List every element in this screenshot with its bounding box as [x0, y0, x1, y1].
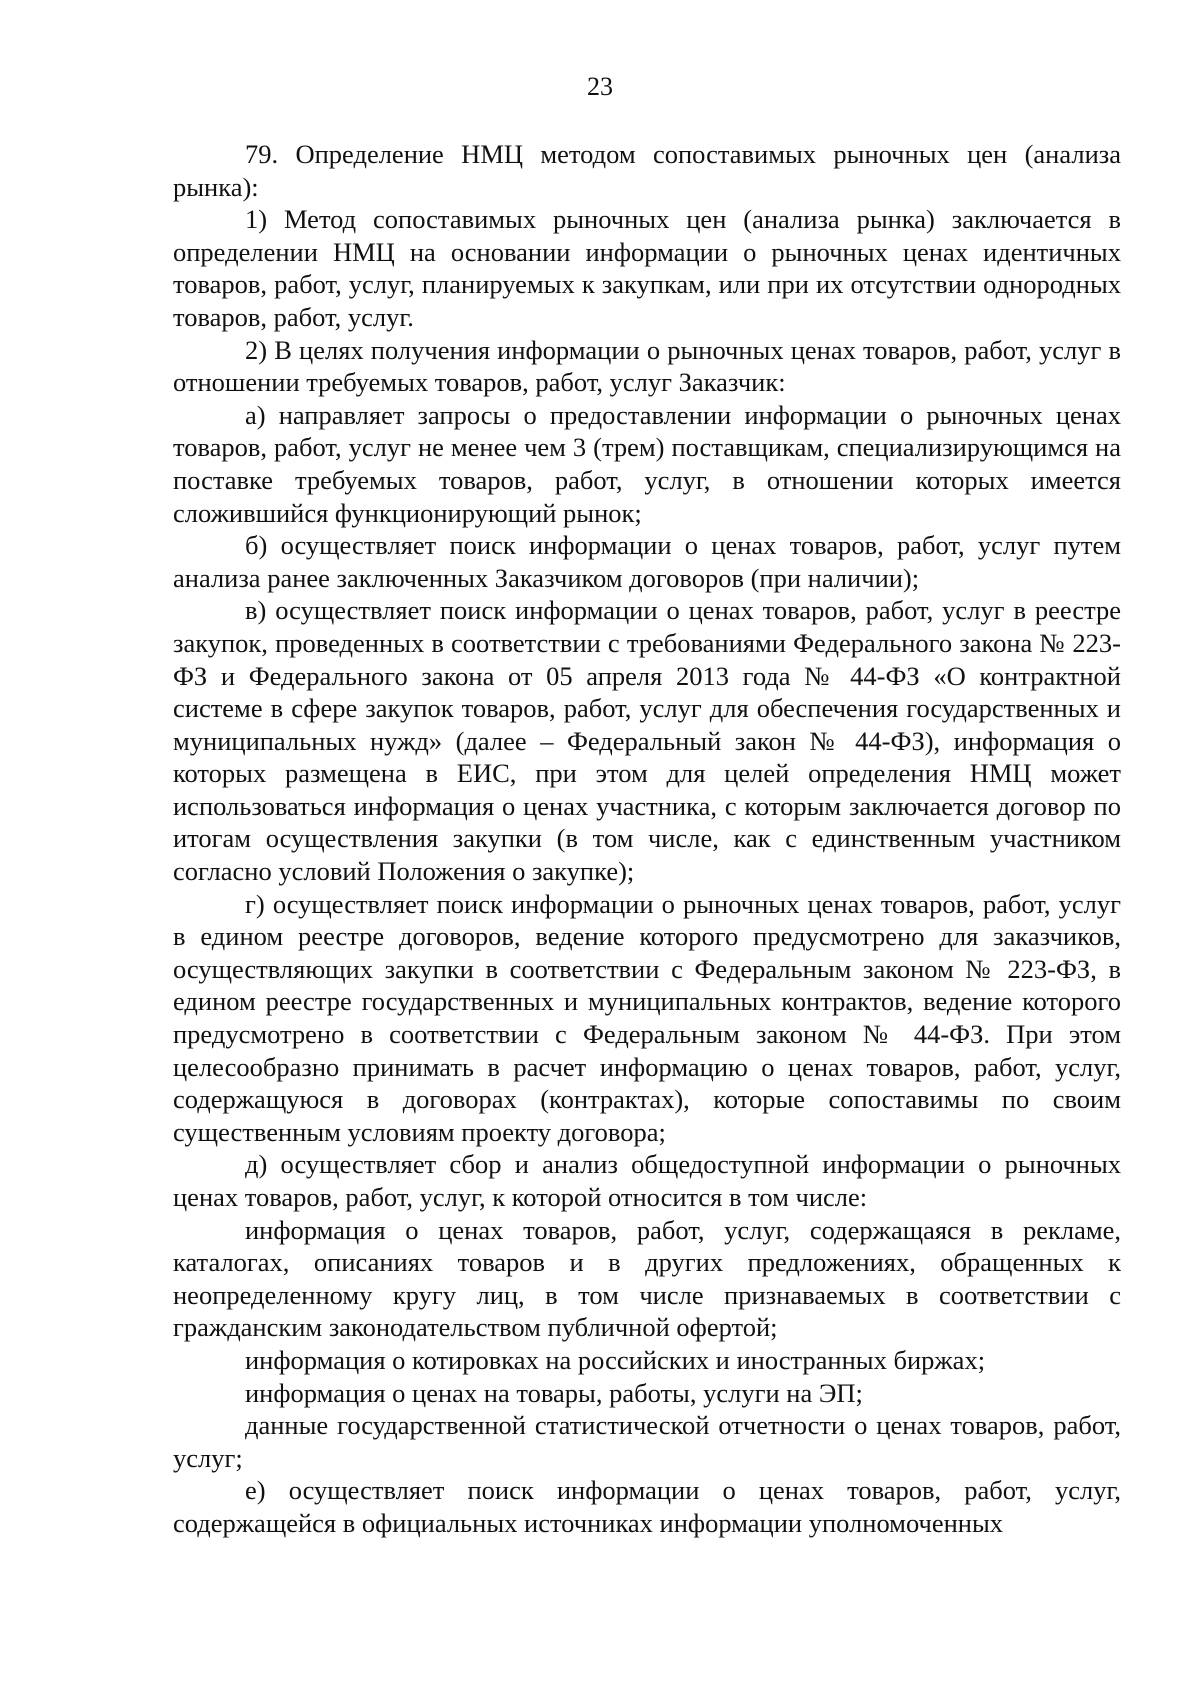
paragraph-item-1: 1) Метод сопоставимых рыночных цен (анализа рынка) заключается в определении НМЦ на основании информации о рыночных ценах идентичных товаров, работ, услуг, планируемых к закупкам, или при их отсутствии однородных товаров, работ, услуг.: [173, 204, 1121, 332]
paragraph-subitem-b: б) осуществляет поиск информации о ценах товаров, работ, услуг путем анализа ранее заключенных Заказчиком договоров (при наличии);: [173, 530, 1121, 593]
document-body: [173, 138, 1121, 1540]
page-number: 23: [587, 72, 613, 101]
paragraph-subitem-g: г) осуществляет поиск информации о рыночных ценах товаров, работ, услуг в едином реестре договоров, ведение которого предусмотрено для заказчиков, осуществляющих закупки в соответствии с Федеральным законом № 223-ФЗ, в едином реестре государственных и муниципальных контрактов, ведение которого предусмотрено в соответствии с Федеральным законом № 44-ФЗ. При этом целесообразно принимать в расчет информацию о ценах товаров, работ, услуг, содержащуюся в договорах (контрактах), которые сопоставимы по своим существенным условиям проекту договора;: [173, 888, 1121, 1147]
paragraph-item-2: 2) В целях получения информации о рыночных ценах товаров, работ, услуг в отношении требуемых товаров, работ, услуг Заказчик:: [173, 334, 1121, 398]
paragraph-subitem-d: д) осуществляет сбор и анализ общедоступной информации о рыночных ценах товаров, работ, услуг, к которой относится в том числе:: [173, 1149, 1121, 1212]
paragraph-79-heading: 79. Определение НМЦ методом сопоставимых рыночных цен (анализа рынка):: [173, 139, 1121, 202]
paragraph-public-info-statistics: данные государственной статистической отчетности о ценах товаров, работ, услуг;: [173, 1410, 1121, 1473]
paragraph-subitem-a: а) направляет запросы о предоставлении информации о рыночных ценах товаров, работ, услуг не менее чем 3 (трем) поставщикам, специализирующимся на поставке требуемых товаров, работ, услуг, в отношении которых имеется сложившийся функционирующий рынок;: [173, 399, 1121, 528]
paragraph-public-info-exchanges: информация о котировках на российских и иностранных биржах;: [245, 1344, 986, 1375]
paragraph-subitem-e: е) осуществляет поиск информации о ценах товаров, работ, услуг, содержащейся в официальных источниках информации уполномоченных: [173, 1475, 1121, 1538]
paragraph-subitem-v: в) осуществляет поиск информации о ценах товаров, работ, услуг в реестре закупок, проведенных в соответствии с требованиями Федерального закона № 223-ФЗ и Федерального закона от 05 апреля 2013 года № 44-ФЗ «О контрактной системе в сфере закупок товаров, работ, услуг для обеспечения государственных и муниципальных нужд» (далее – Федеральный закон № 44-ФЗ), информация о которых размещена в ЕИС, при этом для целей определения НМЦ может использоваться информация о ценах участника, с которым заключается договор по итогам осуществления закупки (в том числе, как с единственным участником согласно условий Положения о закупке);: [173, 595, 1121, 887]
paragraph-public-info-advertising: информация о ценах товаров, работ, услуг, содержащаяся в рекламе, каталогах, описаниях товаров и в других предложениях, обращенных к неопределенному кругу лиц, в том числе признаваемых в соответствии с гражданским законодательством публичной офертой;: [173, 1214, 1121, 1343]
paragraph-public-info-ep: информация о ценах на товары, работы, услуги на ЭП;: [245, 1377, 863, 1408]
